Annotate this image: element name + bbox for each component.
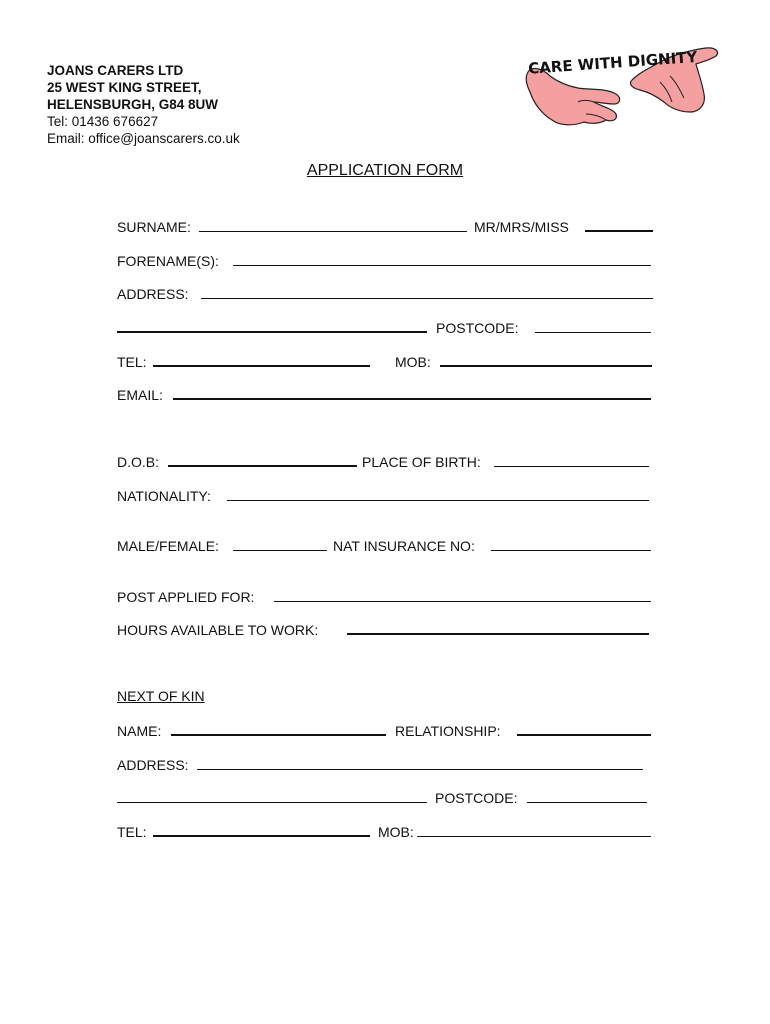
dob-field[interactable] — [168, 465, 357, 467]
nok-tel-label: TEL: — [117, 824, 147, 840]
nok-tel-row — [117, 823, 657, 841]
company-tel: Tel: 01436 676627 — [47, 114, 159, 129]
nok-postcode-label: POSTCODE: — [435, 790, 518, 806]
hours-available-row — [117, 621, 657, 639]
nok-address-line2-field[interactable] — [117, 802, 427, 803]
address-line2-field[interactable] — [117, 331, 427, 333]
left-hand-icon — [526, 69, 619, 125]
tel-row — [117, 353, 657, 371]
company-name: JOANS CARERS LTD — [47, 63, 184, 78]
address-line2-row — [117, 319, 657, 337]
mob-field[interactable] — [440, 365, 652, 367]
nat-insurance-field[interactable] — [491, 550, 651, 551]
title-choice-label: MR/MRS/MISS — [474, 219, 569, 235]
address-row — [117, 285, 657, 303]
forenames-label: FORENAME(S): — [117, 253, 219, 269]
hours-available-label: HOURS AVAILABLE TO WORK: — [117, 622, 319, 638]
gender-row — [117, 537, 657, 555]
company-address-line1: 25 WEST KING STREET, — [47, 80, 202, 95]
address-field[interactable] — [201, 298, 653, 299]
dob-row — [117, 453, 657, 471]
nok-name-field[interactable] — [171, 734, 386, 736]
mob-label: MOB: — [395, 354, 431, 370]
address-label: ADDRESS: — [117, 286, 189, 302]
place-of-birth-label: PLACE OF BIRTH: — [362, 454, 481, 470]
company-email: Email: office@joanscarers.co.uk — [47, 131, 240, 146]
nok-tel-field[interactable] — [153, 835, 370, 837]
email-label: EMAIL: — [117, 387, 163, 403]
company-details — [47, 62, 240, 147]
surname-label: SURNAME: — [117, 219, 191, 235]
nok-address-line2-row — [117, 789, 657, 807]
forenames-row — [117, 252, 657, 270]
surname-field[interactable] — [199, 231, 467, 232]
hours-available-field[interactable] — [347, 633, 649, 635]
gender-field[interactable] — [233, 550, 327, 551]
dob-label: D.O.B: — [117, 454, 160, 470]
nok-postcode-field[interactable] — [527, 802, 647, 803]
postcode-label: POSTCODE: — [436, 320, 519, 336]
nok-address-row — [117, 756, 657, 774]
company-address-line2: HELENSBURGH, G84 8UW — [47, 97, 219, 112]
care-with-dignity-logo — [520, 42, 730, 132]
place-of-birth-field[interactable] — [494, 466, 649, 467]
forenames-field[interactable] — [233, 265, 651, 266]
nok-relationship-label: RELATIONSHIP: — [395, 723, 501, 739]
tel-field[interactable] — [153, 365, 370, 367]
nok-address-field[interactable] — [197, 769, 643, 770]
gender-label: MALE/FEMALE: — [117, 538, 219, 554]
post-applied-field[interactable] — [274, 601, 651, 602]
nok-relationship-field[interactable] — [517, 734, 651, 736]
email-field[interactable] — [173, 398, 651, 400]
nok-mob-label: MOB: — [378, 824, 414, 840]
form-title: APPLICATION FORM — [306, 162, 464, 179]
nationality-row — [117, 487, 657, 505]
nok-address-label: ADDRESS: — [117, 757, 189, 773]
post-applied-row — [117, 588, 657, 606]
surname-row — [117, 218, 657, 236]
nationality-field[interactable] — [227, 500, 649, 501]
tel-label: TEL: — [117, 354, 147, 370]
nok-name-label: NAME: — [117, 723, 162, 739]
nat-insurance-label: NAT INSURANCE NO: — [333, 538, 475, 554]
postcode-field[interactable] — [535, 332, 651, 333]
next-of-kin-heading: NEXT OF KIN — [117, 688, 205, 704]
email-row — [117, 386, 657, 404]
nok-name-row — [117, 722, 657, 740]
nationality-label: NATIONALITY: — [117, 488, 211, 504]
post-applied-label: POST APPLIED FOR: — [117, 589, 255, 605]
nok-mob-field[interactable] — [417, 836, 651, 837]
title-choice-field[interactable] — [585, 230, 653, 232]
logo-text: CARE WITH DIGNITY — [527, 47, 698, 78]
